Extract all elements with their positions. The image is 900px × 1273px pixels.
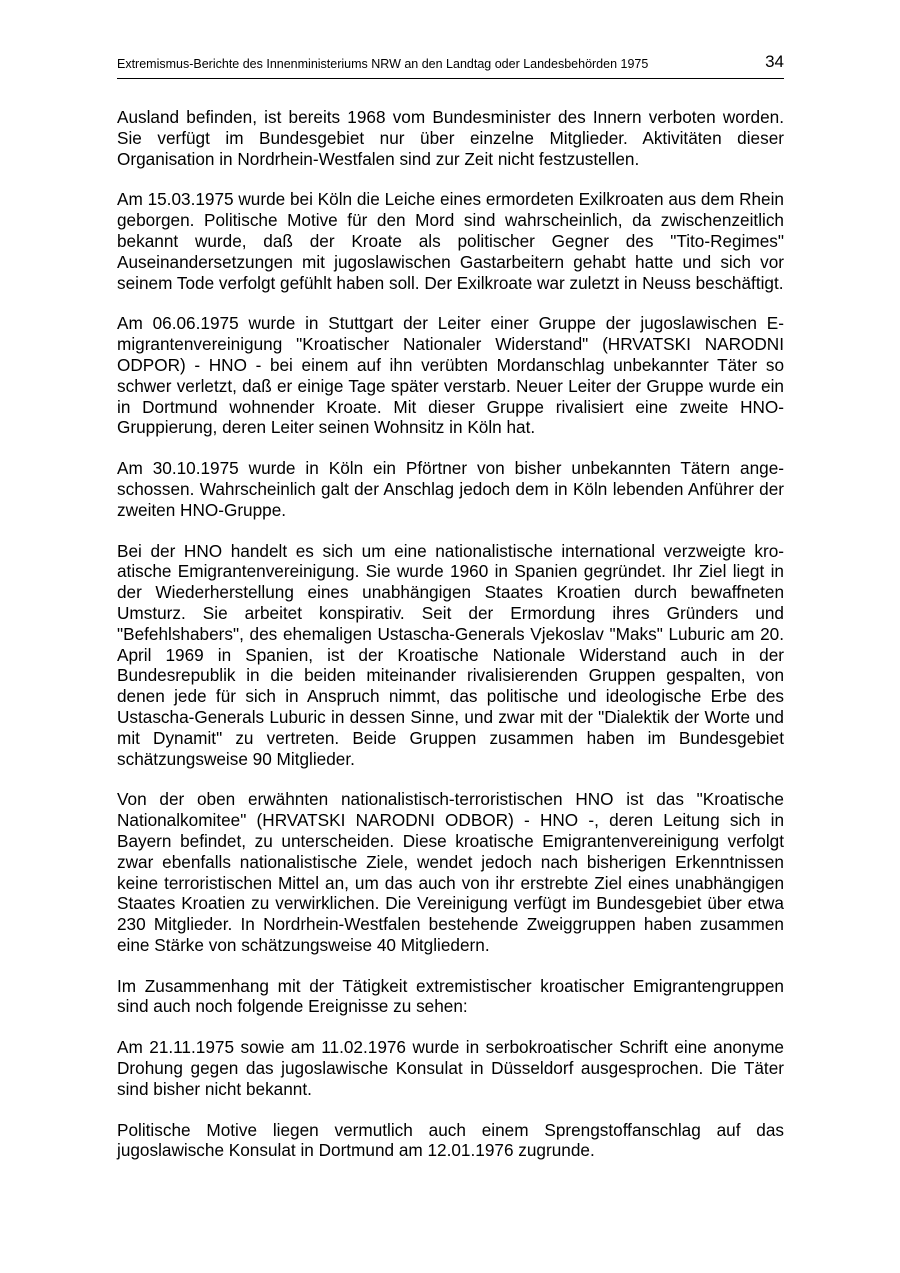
page-header xyxy=(117,52,784,79)
page-number: 34 xyxy=(765,52,784,71)
paragraph-30-10-1975: Am 30.10.1975 wurde in Köln ein Pförtner von bisher unbekannten Tätern angeschossen. Wahrscheinlich galt der Anschlag jedoch dem in Köln lebenden Anführer der zweiten HNO-Gruppe. xyxy=(117,458,784,520)
header-title: Extremismus-Berichte des Innenministeriums NRW an den Landtag oder Landesbehörden 1975 xyxy=(117,57,649,71)
paragraph-06-06-1975: Am 06.06.1975 wurde in Stuttgart der Leiter einer Gruppe der jugoslawischen Emigrantenvereinigung "Kroatischer Nationaler Widerstand" (HRVATSKI NARODNI ODPOR) - HNO - bei einem auf ihn verübten Mordanschlag unbekannter Täter so schwer verletzt, daß er einige Tage später verstarb. Neuer Leiter der Gruppe wurde ein in Dortmund wohnender Kroate. Mit dieser Gruppe rivalisiert eine zweite HNO-Gruppierung, deren Leiter seinen Wohnsitz in Köln hat. xyxy=(117,313,784,438)
paragraph-nationalkomitee: Von der oben erwähnten nationalistisch-terroristischen HNO ist das "Kroatische Nationalkomitee" (HRVATSKI NARODNI ODBOR) - HNO -, deren Leitung sich in Bayern befindet, zu unterscheiden. Diese kroatische Emigrantenvereinigung verfolgt zwar ebenfalls nationalistische Ziele, wendet jedoch nach bisherigen Erkenntnissen keine terroristischen Mittel an, um das auch von ihr erstrebte Ziel eines unabhängigen Staates Kroatien zu verwirklichen. Die Vereinigung verfügt im Bundesgebiet über etwa 230 Mitglieder. In Nordrhein-Westfalen bestehende Zweiggruppen haben zusammen eine Stärke von schätzungsweise 40 Mitgliedern. xyxy=(117,789,784,955)
paragraph-zusammenhang: Im Zusammenhang mit der Tätigkeit extremistischer kroatischer Emigrantengruppen sind auch noch folgende Ereignisse zu sehen: xyxy=(117,975,784,1017)
paragraph-15-03-1975: Am 15.03.1975 wurde bei Köln die Leiche eines ermordeten Exilkroaten aus dem Rhein geborgen. Politische Motive für den Mord sind wahrscheinlich, da zwischenzeitlich bekannt wurde, daß der Kroate als politischer Gegner des "Tito-Regimes" Auseinandersetzungen mit jugoslawischen Gastarbeitern gehabt hatte und sich vor seinem Tode verfolgt gefühlt haben soll. Der Exilkroate war zuletzt in Neuss beschäftigt. xyxy=(117,189,784,293)
paragraph-ausland: Ausland befinden, ist bereits 1968 vom Bundesminister des Innern verboten worden. Sie verfügt im Bundesgebiet nur über einzelne Mitglieder. Aktivitäten dieser Organisation in Nordrhein-Westfalen sind zur Zeit nicht festzustellen. xyxy=(117,107,784,169)
paragraph-drohung: Am 21.11.1975 sowie am 11.02.1976 wurde in serbokroatischer Schrift eine anonyme Drohung gegen das jugoslawische Konsulat in Düsseldorf ausgesprochen. Die Täter sind bisher nicht bekannt. xyxy=(117,1037,784,1099)
document-body xyxy=(117,107,784,1181)
paragraph-hno-description: Bei der HNO handelt es sich um eine nationalistische international verzweigte kroatische Emigrantenvereinigung. Sie wurde 1960 in Spanien gegründet. Ihr Ziel liegt in der Wiederherstellung eines unabhängigen Staates Kroatien durch bewaffneten Umsturz. Sie arbeitet konspirativ. Seit der Ermordung ihres Gründers und "Befehlshabers", des ehemaligen Ustascha-Generals Vjekoslav "Maks" Luburic am 20. April 1969 in Spanien, ist der Kroatische Nationale Widerstand auch in der Bundesrepublik in die beiden miteinander rivalisierenden Gruppen gespalten, von denen jede für sich in Anspruch nimmt, das politische und ideologische Erbe des Ustascha-Generals Luburic in dessen Sinne, und zwar mit der "Dialektik der Worte und mit Dynamit" zu vertreten. Beide Gruppen zusammen haben im Bundesgebiet schätzungsweise 90 Mitglieder. xyxy=(117,540,784,769)
paragraph-sprengstoffanschlag: Politische Motive liegen vermutlich auch einem Sprengstoffanschlag auf das jugoslawische Konsulat in Dortmund am 12.01.1976 zugrunde. xyxy=(117,1119,784,1161)
